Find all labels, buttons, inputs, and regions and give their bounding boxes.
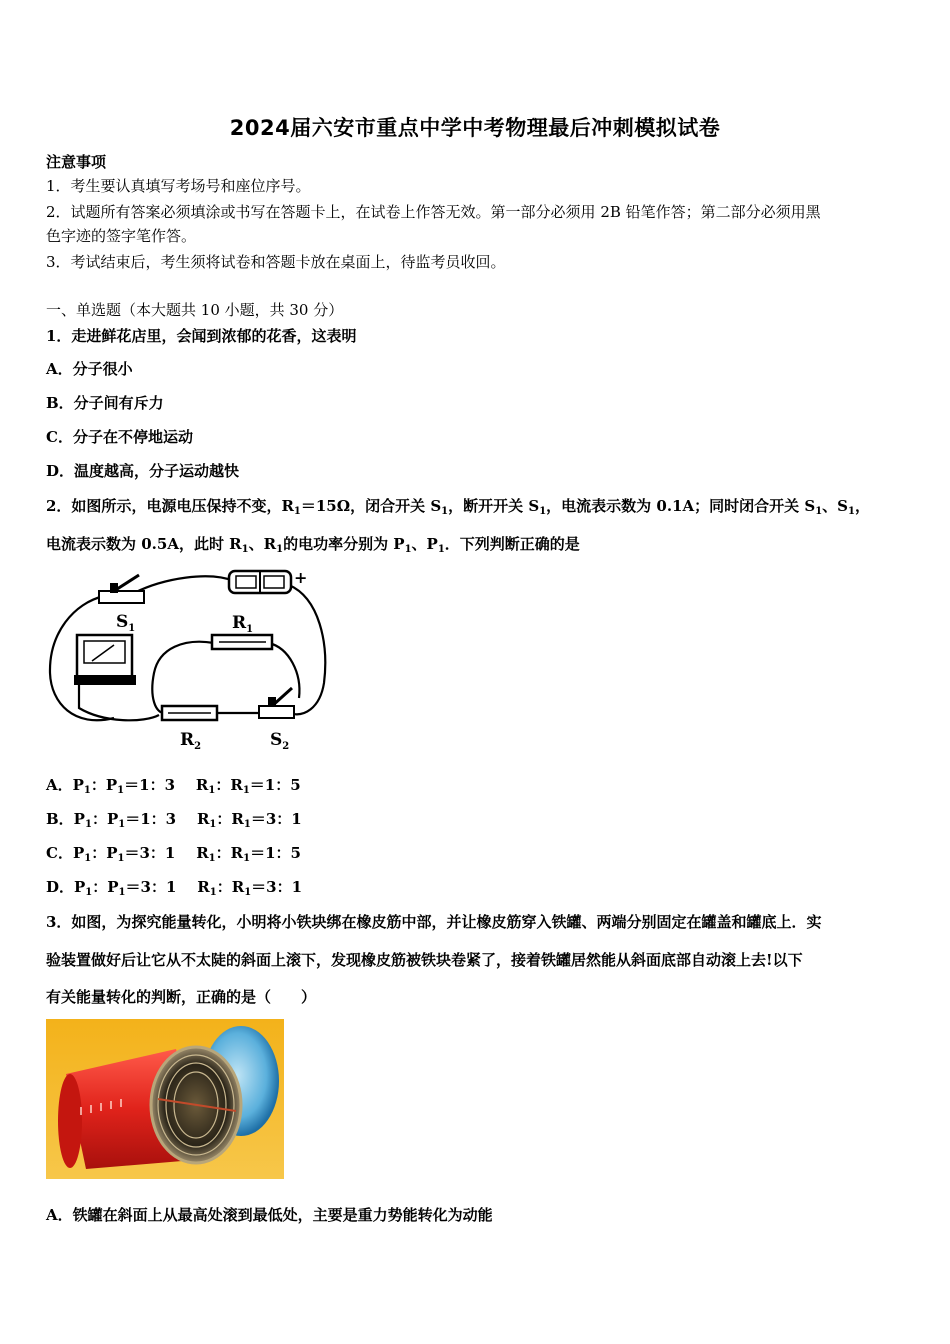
notice-item: 3．考试结束后，考生须将试卷和答题卡放在桌面上，待监考员收回。 (46, 253, 506, 271)
label-plus: + (294, 568, 308, 587)
q2-option-a: A．$P_1$：$P_1=1$：3 $R_1$：$R_1=1$：5 (46, 776, 301, 796)
circuit-diagram (44, 563, 329, 758)
q1-option-a: A．分子很小 (46, 360, 133, 378)
label-r1: $R_1$ (232, 613, 254, 635)
section-heading: 一、单选题（本大题共 10 小题，共 30 分） (46, 301, 344, 319)
notice-item: 色字迹的签字笔作答。 (46, 227, 197, 245)
label-r2: $R_2$ (180, 730, 202, 752)
question-2-stem-line2: 电流表示数为 0.5A，此时 $R_1$、$R_1$的电功率分别为 $P_1$、$P_1$．下列判断正确的是 (46, 535, 580, 555)
switch-s1-icon (99, 575, 144, 603)
page-title: 2024届六安市重点中学中考物理最后冲刺模拟试卷 (229, 116, 721, 140)
q1-option-d: D．温度越高，分子运动越快 (46, 462, 240, 480)
label-s2: $S_2$ (270, 730, 290, 752)
q3-option-a: A．铁罐在斜面上从最高处滚到最低处，主要是重力势能转化为动能 (46, 1206, 493, 1224)
switch-s2-icon (259, 688, 294, 718)
q2-option-c: C．$P_1$：$P_1=3$：1 $R_1$：$R_1=1$：5 (46, 844, 301, 864)
notice-item: 2．试题所有答案必须填涂或书写在答题卡上，在试卷上作答无效。第一部分必须用 2B 铅笔作答；第二部分必须用黑 (46, 203, 821, 221)
ammeter-icon (74, 635, 136, 685)
question-3-stem-line2: 验装置做好后让它从不太陡的斜面上滚下，发现橡皮筋被铁块卷紧了，接着铁罐居然能从斜面底部自动滚上去!以下 (46, 951, 803, 969)
q2-option-d: D．$P_1$：$P_1=3$：1 $R_1$：$R_1=3$：1 (46, 878, 303, 898)
question-3-stem-line3: 有关能量转化的判断，正确的是（ ） (46, 988, 317, 1006)
q1-option-b: B．分子间有斥力 (46, 394, 164, 412)
resistor-r2-icon (162, 706, 217, 720)
question-2-stem-line1: 2．如图所示，电源电压保持不变，$R_1=15\Omega$，闭合开关 $S_1$，断开开关 $S_1$，电流表示数为 0.1A；同时闭合开关 $S_1$、$S_1$， (46, 497, 870, 517)
question-1-stem: 1．走进鲜花店里，会闻到浓郁的花香，这表明 (46, 327, 357, 345)
notice-item: 1．考生要认真填写考场号和座位序号。 (46, 177, 311, 195)
q1-option-c: C．分子在不停地运动 (46, 428, 193, 446)
label-s1: $S_1$ (116, 612, 136, 634)
q2-option-b: B．$P_1$：$P_1=1$：3 $R_1$：$R_1=3$：1 (46, 810, 302, 830)
iron-can-photo (46, 1019, 284, 1179)
question-3-stem-line1: 3．如图，为探究能量转化，小明将小铁块绑在橡皮筋中部，并让橡皮筋穿入铁罐、两端分别固定在罐盖和罐底上．实 (46, 913, 822, 931)
notice-heading: 注意事项 (46, 153, 107, 171)
battery-icon (229, 571, 291, 593)
resistor-r1-icon (212, 635, 272, 649)
